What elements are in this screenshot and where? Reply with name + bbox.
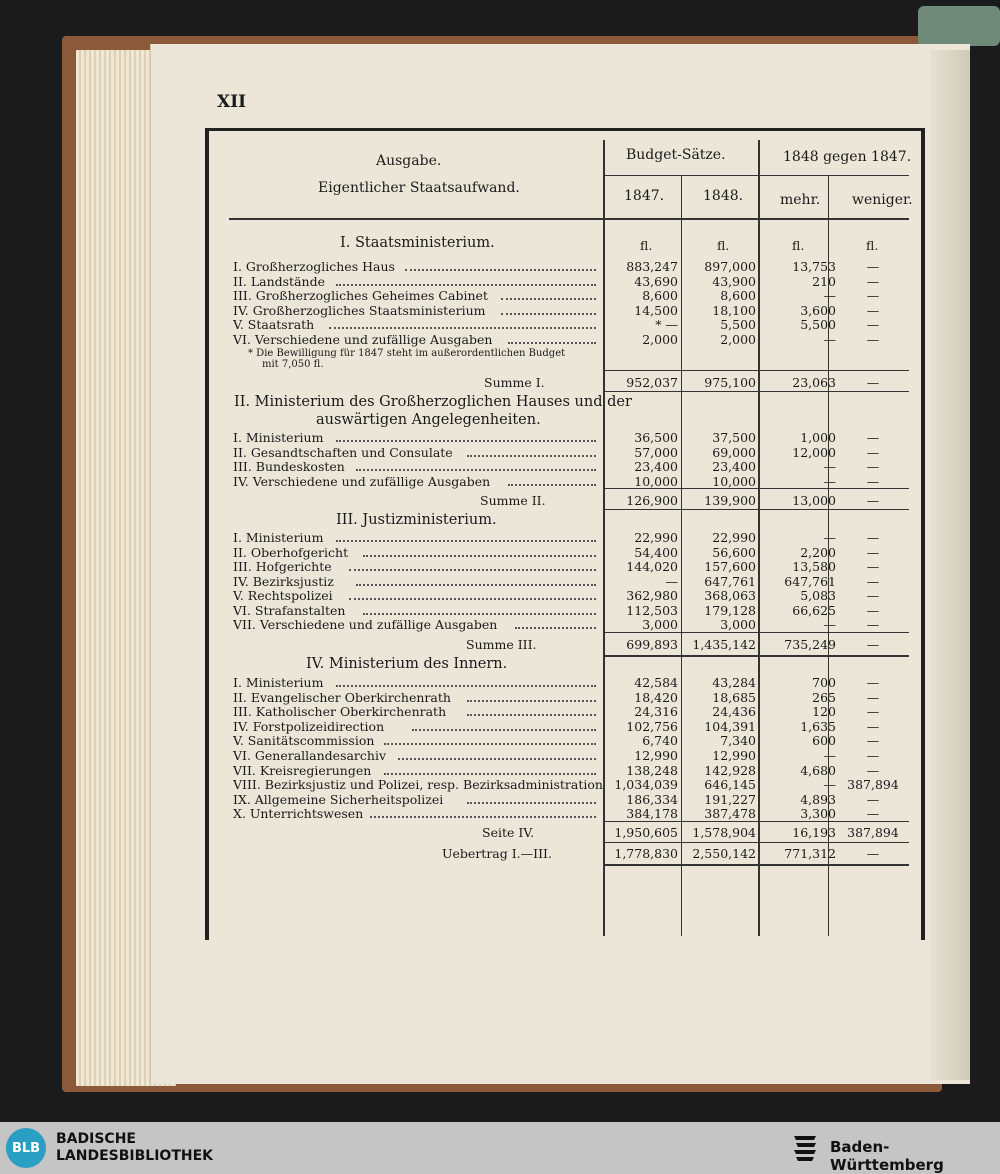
leader-dots	[336, 428, 596, 442]
sum-value-mehr: 13,000	[792, 493, 836, 508]
row-value-1847: 138,248	[626, 762, 678, 778]
row-value-mehr: —	[823, 473, 836, 489]
row-value-weniger: —	[866, 588, 880, 603]
row-value-mehr: 4,680	[800, 762, 836, 778]
sum-rule	[604, 370, 909, 371]
sum-value-weniger: —	[866, 375, 880, 390]
leader-dots	[349, 586, 596, 600]
library-name[interactable]	[56, 1131, 213, 1165]
row-value-weniger: —	[866, 559, 880, 574]
row-value-1848: 2,000	[720, 331, 756, 347]
section-title: II. Ministerium des Großherzoglichen Hauses und der	[234, 394, 632, 410]
row-value-1847: 2,000	[642, 331, 678, 347]
unit-fl: fl.	[717, 238, 730, 253]
row-label: V. Sanitätscommission	[233, 733, 375, 749]
leader-dots	[384, 761, 596, 775]
row-value-1848: 43,284	[712, 675, 756, 690]
row-value-1848: 18,100	[712, 302, 756, 318]
sum-rule	[604, 864, 909, 866]
row-value-1847: 8,600	[642, 288, 678, 303]
row-value-mehr: 13,753	[792, 259, 836, 274]
sum-rule	[604, 655, 909, 657]
row-value-1848: 387,478	[704, 806, 756, 822]
row-value-1848: 43,900	[712, 273, 756, 289]
sum-rule	[604, 821, 909, 822]
row-label: I. Ministerium	[233, 530, 324, 545]
row-value-mehr: 600	[812, 733, 836, 749]
row-value-weniger: —	[866, 302, 880, 318]
book-corner	[918, 6, 1000, 46]
row-value-1847: 102,756	[626, 718, 678, 734]
row-value-weniger: —	[866, 748, 880, 763]
row-value-1848: 157,600	[704, 559, 756, 574]
row-value-1847: 384,178	[626, 806, 678, 822]
transfer-value-1847: 1,778,830	[614, 846, 678, 861]
row-value-weniger: —	[866, 806, 880, 822]
leader-dots	[336, 272, 596, 286]
row-value-1847: 12,990	[634, 748, 678, 763]
row-label: VI. Generallandesarchiv	[233, 748, 387, 763]
leader-dots	[356, 457, 596, 471]
sum-value-weniger: —	[866, 637, 880, 652]
sum-rule	[604, 509, 909, 510]
row-value-mehr: 12,000	[792, 444, 836, 460]
sum-value-1847: 952,037	[626, 375, 678, 390]
row-value-1848: 22,990	[712, 530, 756, 545]
row-value-weniger: —	[866, 530, 880, 545]
row-value-1848: 18,685	[712, 689, 756, 705]
row-value-1847: 22,990	[634, 530, 678, 545]
row-value-mehr: 3,300	[800, 806, 836, 822]
row-value-1847: 42,584	[634, 675, 678, 690]
unit-fl: fl.	[792, 238, 805, 253]
header-rule	[604, 175, 909, 176]
row-value-weniger: —	[866, 675, 880, 690]
row-label: II. Evangelischer Oberkirchenrath	[233, 689, 451, 705]
leader-dots	[412, 717, 597, 731]
row-value-1847: 36,500	[634, 430, 678, 445]
row-value-1848: 142,928	[704, 762, 756, 778]
leader-dots	[501, 301, 596, 315]
header-rule	[229, 218, 909, 220]
row-value-mehr: 1,000	[800, 430, 836, 445]
sum-value-1848: 975,100	[704, 375, 756, 390]
header-compare: 1848 gegen 1847.	[783, 149, 912, 165]
row-value-1848: 69,000	[712, 444, 756, 460]
row-value-weniger: —	[866, 273, 880, 289]
row-value-weniger: —	[866, 288, 880, 303]
row-value-mehr: 66,625	[792, 602, 836, 618]
sum-label: Summe III.	[466, 637, 537, 652]
row-value-1848: 10,000	[712, 473, 756, 489]
row-value-mehr: 4,893	[800, 791, 836, 807]
sum-rule	[604, 391, 909, 392]
row-value-mehr: —	[823, 777, 836, 793]
row-value-mehr: 647,761	[784, 573, 836, 589]
row-value-mehr: 2,200	[800, 544, 836, 560]
sum-label: Seite IV.	[482, 825, 535, 840]
row-value-1847: 112,503	[626, 602, 678, 618]
row-value-weniger: —	[866, 689, 880, 705]
leader-dots	[349, 557, 596, 571]
leader-dots	[515, 615, 596, 629]
leader-dots	[336, 673, 596, 687]
leader-dots	[370, 804, 596, 818]
header-weniger: weniger.	[852, 192, 913, 208]
unit-fl: fl.	[640, 238, 653, 253]
row-value-1848: 191,227	[704, 791, 756, 807]
row-value-weniger: —	[866, 331, 880, 347]
row-value-1847: 54,400	[634, 544, 678, 560]
leader-dots	[356, 572, 596, 586]
sum-value-mehr: 23,063	[792, 375, 836, 390]
row-value-1847: 1,034,039	[614, 777, 678, 793]
state-name[interactable]: Baden-Württemberg	[830, 1138, 944, 1174]
row-label: IV. Bezirksjustiz	[233, 573, 334, 589]
footnote-line: * Die Bewilligung für 1847 steht im außerordentlichen Budget	[248, 348, 566, 359]
row-label: VIII. Bezirksjustiz und Polizei, resp. Bezirksadministration	[233, 777, 603, 793]
row-label: IX. Allgemeine Sicherheitspolizei	[233, 791, 444, 807]
section-title: I. Staatsministerium.	[340, 235, 495, 251]
row-value-1848: 104,391	[704, 718, 756, 734]
row-label: I. Ministerium	[233, 430, 324, 445]
row-value-1848: 897,000	[704, 259, 756, 274]
row-label: III. Hofgerichte	[233, 559, 332, 574]
leader-dots	[467, 443, 596, 457]
transfer-label: Uebertrag I.—III.	[442, 846, 552, 861]
row-value-weniger: —	[866, 762, 880, 778]
sum-rule	[604, 632, 909, 633]
row-value-1847: 57,000	[634, 444, 678, 460]
row-label: VII. Kreisregierungen	[233, 762, 372, 778]
row-value-weniger: —	[866, 473, 880, 489]
header-budget: Budget-Sätze.	[626, 147, 726, 163]
row-label: III. Katholischer Oberkirchenrath	[233, 704, 447, 720]
row-value-1848: 56,600	[712, 544, 756, 560]
row-value-mehr: 265	[812, 689, 836, 705]
sum-value-1848: 1,578,904	[692, 825, 756, 840]
row-value-weniger: —	[866, 617, 880, 632]
row-value-mehr: 3,600	[800, 302, 836, 318]
row-label: VII. Verschiedene und zufällige Ausgaben	[233, 617, 498, 632]
sum-label: Summe I.	[484, 375, 545, 390]
row-value-1848: 368,063	[704, 588, 756, 603]
leader-dots	[336, 528, 596, 542]
row-value-1848: 646,145	[704, 777, 756, 793]
row-value-mehr: —	[823, 530, 836, 545]
transfer-value-mehr: 771,312	[784, 846, 836, 861]
library-name-line2: LANDESBIBLIOTHEK	[56, 1148, 214, 1164]
leader-dots	[508, 472, 596, 486]
sum-rule	[604, 842, 909, 843]
row-label: IV. Großherzogliches Staatsministerium	[233, 302, 486, 318]
row-value-weniger: —	[866, 259, 880, 274]
row-value-1847: 23,400	[634, 459, 678, 474]
page-number: XII	[217, 92, 247, 112]
row-value-1847: 3,000	[642, 617, 678, 632]
footnote-line: mit 7,050 fl.	[262, 359, 324, 370]
header-1847: 1847.	[624, 188, 665, 204]
row-value-mehr: —	[823, 748, 836, 763]
row-value-mehr: —	[823, 459, 836, 474]
row-value-weniger: —	[866, 704, 880, 720]
row-value-1848: 24,436	[712, 704, 756, 720]
leader-dots	[467, 790, 596, 804]
row-value-mehr: —	[823, 331, 836, 347]
row-value-1848: 7,340	[720, 733, 756, 749]
row-value-weniger: —	[866, 791, 880, 807]
leader-dots	[501, 286, 596, 300]
row-value-weniger: —	[866, 430, 880, 445]
sum-value-1847: 699,893	[626, 637, 678, 652]
row-value-1847: 18,420	[634, 689, 678, 705]
row-value-1848: 23,400	[712, 459, 756, 474]
row-value-weniger: —	[866, 718, 880, 734]
row-value-1847: —	[665, 573, 678, 589]
row-value-1847: 10,000	[634, 473, 678, 489]
header-subtitle: Eigentlicher Staatsaufwand.	[318, 180, 520, 196]
section-title: III. Justizministerium.	[336, 512, 497, 528]
leader-dots	[329, 315, 596, 329]
sum-value-1847: 1,950,605	[614, 825, 678, 840]
row-label: VI. Verschiedene und zufällige Ausgaben	[233, 331, 493, 347]
row-label: I. Ministerium	[233, 675, 324, 690]
row-value-1847: 43,690	[634, 273, 678, 289]
row-value-mehr: 5,083	[800, 588, 836, 603]
row-label: III. Bundeskosten	[233, 459, 345, 474]
row-value-mehr: —	[823, 288, 836, 303]
header-1848: 1848.	[703, 188, 744, 204]
section-title: auswärtigen Angelegenheiten.	[316, 412, 541, 428]
page-shadow	[930, 50, 970, 1080]
row-label: IV. Verschiedene und zufällige Ausgaben	[233, 473, 491, 489]
row-value-1847: 14,500	[634, 302, 678, 318]
header-mehr: mehr.	[780, 192, 821, 208]
row-label: VI. Strafanstalten	[233, 602, 346, 618]
row-value-1847: 883,247	[626, 259, 678, 274]
row-value-mehr: 1,635	[800, 718, 836, 734]
row-value-mehr: 700	[812, 675, 836, 690]
sum-value-weniger: 387,894	[847, 825, 899, 840]
sum-value-1848: 139,900	[704, 493, 756, 508]
row-value-1848: 179,128	[704, 602, 756, 618]
sum-value-1848: 1,435,142	[692, 637, 756, 652]
row-value-weniger: 387,894	[847, 777, 899, 793]
row-label: X. Unterrichtswesen	[233, 806, 364, 822]
row-value-weniger: —	[866, 573, 880, 589]
row-value-1848: 647,761	[704, 573, 756, 589]
transfer-value-weniger: —	[866, 846, 880, 861]
row-label: I. Großherzogliches Haus	[233, 259, 395, 274]
row-value-1848: 12,990	[712, 748, 756, 763]
row-value-1847: 144,020	[626, 559, 678, 574]
section-title: IV. Ministerium des Innern.	[306, 656, 508, 672]
leader-dots	[363, 543, 596, 557]
row-value-1847: 362,980	[626, 588, 678, 603]
sum-rule	[604, 488, 909, 489]
sum-value-mehr: 16,193	[792, 825, 836, 840]
sum-value-weniger: —	[866, 493, 880, 508]
row-value-mehr: —	[823, 617, 836, 632]
row-value-1848: 8,600	[720, 288, 756, 303]
row-value-weniger: —	[866, 459, 880, 474]
row-label: III. Großherzogliches Geheimes Cabinet	[233, 288, 488, 303]
row-label: II. Gesandtschaften und Consulate	[233, 444, 453, 460]
leader-dots	[467, 702, 596, 716]
row-value-mehr: 210	[812, 273, 836, 289]
leader-dots	[405, 257, 596, 271]
row-label: II. Landstände	[233, 273, 325, 289]
leader-dots	[363, 601, 596, 615]
transfer-value-1848: 2,550,142	[692, 846, 756, 861]
sum-value-1847: 126,900	[626, 493, 678, 508]
row-label: V. Staatsrath	[233, 317, 315, 332]
lions-crest-icon	[792, 1130, 820, 1166]
row-value-weniger: —	[866, 602, 880, 618]
row-label: II. Oberhofgericht	[233, 544, 349, 560]
row-value-mehr: 5,500	[800, 317, 836, 332]
sum-label: Summe II.	[480, 493, 546, 508]
library-name-line1: BADISCHE	[56, 1131, 136, 1147]
row-label: V. Rechtspolizei	[233, 588, 333, 603]
row-label: IV. Forstpolizeidirection	[233, 718, 385, 734]
leader-dots	[384, 731, 596, 745]
row-value-1847: 186,334	[626, 791, 678, 807]
leader-dots	[398, 746, 596, 760]
row-value-1848: 5,500	[720, 317, 756, 332]
row-value-1848: 3,000	[720, 617, 756, 632]
blb-logo[interactable]: BLB	[6, 1128, 46, 1168]
row-value-1848: 37,500	[712, 430, 756, 445]
column-divider	[603, 140, 605, 936]
leader-dots	[508, 330, 596, 344]
row-value-1847: 24,316	[634, 704, 678, 720]
row-value-weniger: —	[866, 444, 880, 460]
row-value-1847: * —	[655, 317, 678, 332]
row-value-1847: 6,740	[642, 733, 678, 749]
row-value-mehr: 120	[812, 704, 836, 720]
row-value-weniger: —	[866, 733, 880, 749]
row-value-weniger: —	[866, 317, 880, 332]
row-value-mehr: 13,580	[792, 559, 836, 574]
sum-value-mehr: 735,249	[784, 637, 836, 652]
row-value-weniger: —	[866, 544, 880, 560]
leader-dots	[467, 688, 596, 702]
header-title: Ausgabe.	[376, 153, 442, 169]
unit-fl: fl.	[866, 238, 879, 253]
